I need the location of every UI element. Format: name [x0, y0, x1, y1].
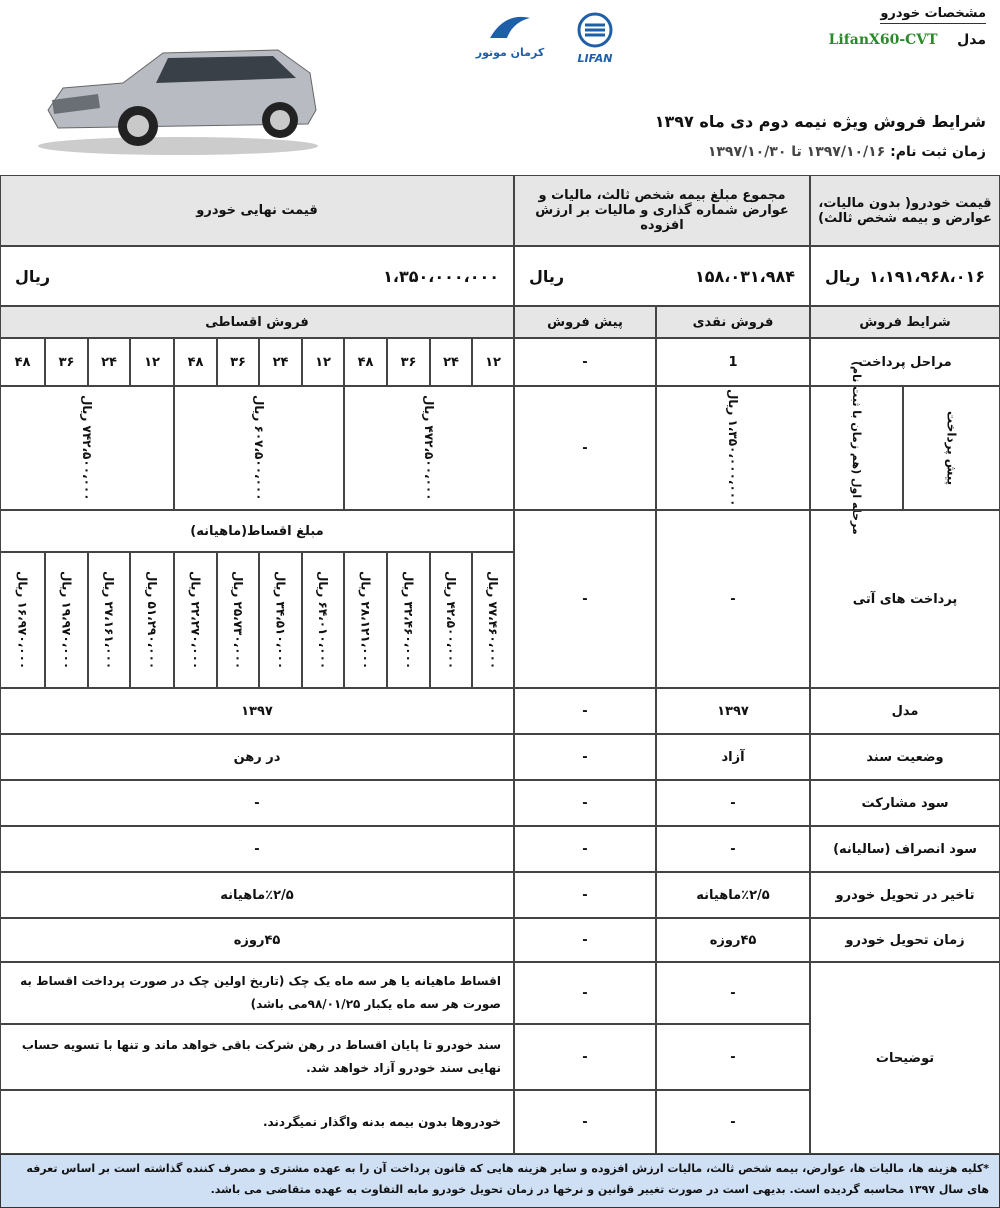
model-value: LifanX60-CVT	[828, 32, 938, 48]
cash-future: -	[656, 510, 810, 688]
down-payment-text: ۴۷۲،۵۰۰،۰۰۰ ریال	[422, 395, 436, 501]
lifan-icon	[575, 12, 615, 48]
price-value: ۱،۱۹۱،۹۶۸،۰۱۶	[869, 266, 985, 286]
delivery-time-label: زمان تحویل خودرو	[810, 918, 1000, 962]
month-count: ۳۶	[45, 338, 88, 386]
prepay-label	[903, 386, 1000, 510]
monthly-installment-text: ۴۲،۵۰۰،۰۰۰ ریال	[444, 570, 458, 670]
monthly-installment	[174, 552, 217, 688]
installment-sale-label: فروش اقساطی	[0, 306, 514, 338]
currency: ریال	[825, 266, 861, 286]
monthly-installment	[45, 552, 88, 688]
cash-prepay-text: ۱،۳۵۰،۰۰۰،۰۰۰ ریال	[726, 389, 740, 507]
monthly-installment-text: ۶۴،۰۱۰،۰۰۰ ریال	[316, 570, 330, 670]
month-count: ۳۶	[387, 338, 430, 386]
monthly-installment	[259, 552, 302, 688]
month-count: ۱۲	[472, 338, 514, 386]
first-stage-text: مرحله اول (هم زمان با ثبت نام)	[850, 361, 863, 535]
cancel-profit-presale: -	[514, 826, 656, 872]
notes-label: توضیحات	[810, 962, 1000, 1154]
note-presale: -	[514, 962, 656, 1024]
presale-steps: -	[514, 338, 656, 386]
base-price	[810, 246, 1000, 306]
month-count: ۱۲	[302, 338, 344, 386]
sale-title: شرایط فروش ویژه نیمه دوم دی ماه ۱۳۹۷	[654, 112, 986, 131]
month-count: ۲۴	[259, 338, 302, 386]
price-row	[515, 267, 809, 286]
monthly-installment	[217, 552, 259, 688]
delivery-time-cash: ۴۵روزه	[656, 918, 810, 962]
monthly-installment	[472, 552, 514, 688]
presale-prepay: -	[514, 386, 656, 510]
header	[0, 0, 1000, 175]
kerman-motor-logo	[470, 10, 550, 70]
model-label: مدل	[810, 688, 1000, 734]
delivery-delay-presale: -	[514, 872, 656, 918]
registration-value: ۱۳۹۷/۱۰/۱۶ تا ۱۳۹۷/۱۰/۳۰	[707, 144, 886, 160]
model-line	[829, 32, 986, 48]
partnership-profit-presale: -	[514, 780, 656, 826]
cash-prepay	[656, 386, 810, 510]
cancel-profit-label: سود انصراف (سالیانه)	[810, 826, 1000, 872]
monthly-installment	[88, 552, 130, 688]
monthly-installment	[302, 552, 344, 688]
note-text: خودروها بدون بیمه بدنه واگذار نمیگردند.	[0, 1090, 514, 1154]
final-price	[0, 246, 514, 306]
currency: ریال	[15, 266, 51, 286]
note-cash: -	[656, 962, 810, 1024]
month-count: ۴۸	[174, 338, 217, 386]
delivery-time-installment: ۴۵روزه	[0, 918, 514, 962]
delivery-delay-installment: ٪۲/۵ماهیانه	[0, 872, 514, 918]
first-stage-label	[810, 361, 903, 535]
price-value: ۱،۳۵۰،۰۰۰،۰۰۰	[383, 266, 499, 286]
presale-label: پیش فروش	[514, 306, 656, 338]
down-payment	[0, 386, 174, 510]
spec-title: مشخصات خودرو	[880, 6, 986, 24]
note-cash: -	[656, 1090, 810, 1154]
cancel-profit-installment: -	[0, 826, 514, 872]
doc-status-presale: -	[514, 734, 656, 780]
monthly-installment-text: ۳۲،۴۶۰،۰۰۰ ریال	[401, 570, 416, 670]
car-image	[28, 28, 328, 158]
final-price-label: قیمت نهایی خودرو	[0, 175, 514, 246]
down-payment	[174, 386, 344, 510]
monthly-installment	[430, 552, 472, 688]
partnership-profit-cash: -	[656, 780, 810, 826]
lifan-text: LIFAN	[577, 52, 613, 65]
monthly-installment-text: ۵۱،۲۹۰،۰۰۰ ریال	[145, 570, 159, 670]
monthly-label: مبلغ اقساط(ماهیانه)	[0, 510, 514, 552]
price-value: ۱۵۸،۰۳۱،۹۸۴	[694, 266, 795, 286]
month-count: ۲۴	[430, 338, 472, 386]
kerman-motor-text: کرمان موتور	[475, 46, 545, 59]
monthly-installment-text: ۲۸،۱۲۱،۰۰۰ ریال	[358, 570, 373, 670]
model-label: مدل	[957, 32, 986, 48]
prepay-label-text: پیش پرداخت	[944, 410, 959, 486]
note-text: اقساط ماهیانه یا هر سه ماه یک چک (تاریخ اولین چک در صورت پرداخت اقساط به صورت هر سه ماه یکبار ۹۸/۰۱/۲۵می باشد)	[0, 962, 514, 1024]
model-installment: ۱۳۹۷	[0, 688, 514, 734]
monthly-installment	[0, 552, 45, 688]
tax-amount	[514, 246, 810, 306]
down-payment-text: ۶۰۷،۵۰۰،۰۰۰ ریال	[252, 395, 266, 501]
registration-period	[708, 144, 986, 160]
note-presale: -	[514, 1090, 656, 1154]
monthly-installment-text: ۲۲،۲۷۰،۰۰۰ ریال	[188, 570, 203, 670]
delivery-delay-cash: ٪۲/۵ماهیانه	[656, 872, 810, 918]
registration-label: زمان ثبت نام:	[890, 144, 986, 160]
steps-label: مراحل پرداخت	[810, 338, 1000, 386]
monthly-installment-text: ۲۷،۱۶۱،۰۰۰ ریال	[102, 570, 116, 670]
month-count: ۴۸	[0, 338, 45, 386]
doc-status-cash: آزاد	[656, 734, 810, 780]
monthly-installment-text: ۷۷،۴۶۰،۰۰۰ ریال	[486, 570, 500, 670]
monthly-installment-text: ۳۴،۵۱۰،۰۰۰ ریال	[273, 570, 288, 670]
lifan-logo	[565, 12, 625, 70]
presale-future: -	[514, 510, 656, 688]
model-presale: -	[514, 688, 656, 734]
cash-steps: 1	[656, 338, 810, 386]
price-row	[811, 267, 999, 286]
monthly-installment-text: ۱۹،۹۷۰،۰۰۰ ریال	[59, 570, 74, 670]
doc-status-installment: در رهن	[0, 734, 514, 780]
monthly-installment-text: ۱۶،۹۷۰،۰۰۰ ریال	[15, 570, 30, 670]
currency: ریال	[529, 266, 565, 286]
monthly-installment	[344, 552, 387, 688]
model-cash: ۱۳۹۷	[656, 688, 810, 734]
base-price-label: قیمت خودرو( بدون مالیات، عوارض و بیمه شخص ثالث)	[810, 175, 1000, 246]
footer-note: *کلیه هزینه ها، مالیات ها، عوارض، بیمه شخص ثالث، مالیات ارزش افزوده و سایر هزینه هایی که قانون پرداخت آن را به عهده مشتری و مصرف کننده گذاشته است بر اساس تعرفه های سال ۱۳۹۷ محاسبه گردیده است. بدیهی است در صورت تغییر قوانین و نرخها در زمان تحویل خودرو مابه التفاوت به عهده متقاضی می باشد.	[0, 1154, 1000, 1208]
price-row	[1, 267, 513, 286]
month-count: ۲۴	[88, 338, 130, 386]
month-count: ۴۸	[344, 338, 387, 386]
note-text: سند خودرو تا پایان اقساط در رهن شرکت باقی خواهد ماند و تنها با تسویه حساب نهایی سند خودرو آزاد خواهد شد.	[0, 1024, 514, 1090]
down-payment-text: ۷۴۲،۵۰۰،۰۰۰ ریال	[80, 395, 94, 501]
cash-sale-label: فروش نقدی	[656, 306, 810, 338]
note-cash: -	[656, 1024, 810, 1090]
monthly-installment	[387, 552, 430, 688]
monthly-installment	[130, 552, 174, 688]
monthly-installment-text: ۲۵،۷۳۰،۰۰۰ ریال	[231, 570, 245, 670]
conditions-label: شرایط فروش	[810, 306, 1000, 338]
future-payments-label: پرداخت های آتی	[810, 510, 1000, 688]
delivery-time-presale: -	[514, 918, 656, 962]
partnership-profit-label: سود مشارکت	[810, 780, 1000, 826]
kerman-motor-icon	[485, 10, 535, 42]
month-count: ۱۲	[130, 338, 174, 386]
month-count: ۳۶	[217, 338, 259, 386]
doc-status-label: وضعیت سند	[810, 734, 1000, 780]
tax-label: مجموع مبلغ بیمه شخص ثالث، مالیات و عوارض شماره گذاری و مالیات بر ارزش افزوده	[514, 175, 810, 246]
note-presale: -	[514, 1024, 656, 1090]
delivery-delay-label: تاخیر در تحویل خودرو	[810, 872, 1000, 918]
down-payment	[344, 386, 514, 510]
partnership-profit-installment: -	[0, 780, 514, 826]
cancel-profit-cash: -	[656, 826, 810, 872]
